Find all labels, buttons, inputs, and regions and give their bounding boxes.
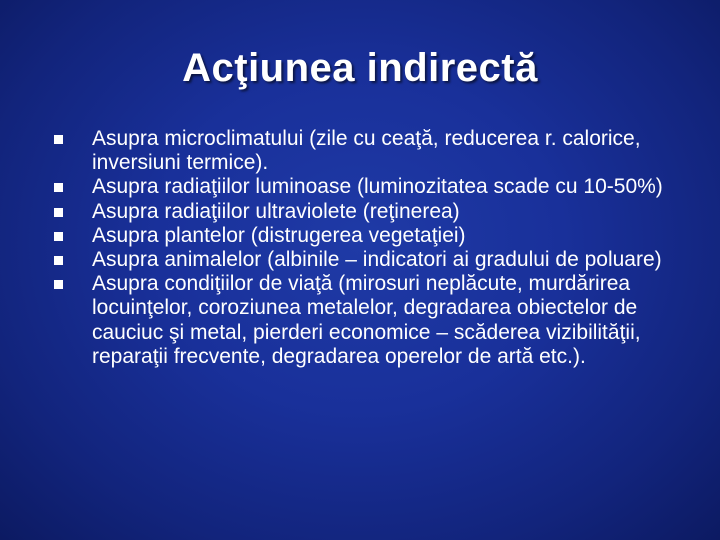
bullet-item [54,248,694,272]
bullet-text: Asupra radiaţiilor ultraviolete (reţinerea) [92,199,460,223]
square-bullet-icon [54,183,63,192]
bullet-text: Asupra microclimatului (zile cu ceaţă, reducerea r. calorice, inversiuni termice). [92,127,641,175]
bullet-item [54,200,694,224]
bullet-text: Asupra animalelor (albinile – indicatori ai gradului de poluare) [92,248,662,272]
bullet-item [54,127,694,175]
square-bullet-icon [54,135,63,144]
square-bullet-icon [54,256,63,265]
slide-title: Acţiunea indirectă [182,46,538,90]
bullet-text: Asupra condiţiilor de viaţă (mirosuri neplăcute, murdărirea locuinţelor, coroziunea metalelor, degradarea obiectelor de cauciuc şi metal, pierderi economice – scăderea vizibilităţii, reparaţii frecvente, degradarea operelor de artă etc.). [92,272,641,368]
square-bullet-icon [54,280,63,289]
bullet-item [54,175,694,199]
square-bullet-icon [54,208,63,217]
bullet-text: Asupra plantelor (distrugerea vegetaţiei) [92,223,466,247]
bullet-list [54,127,694,369]
bullet-text: Asupra radiaţiilor luminoase (luminozitatea scade cu 10-50%) [92,175,663,199]
bullet-item [54,272,694,369]
bullet-item [54,224,694,248]
square-bullet-icon [54,232,63,241]
